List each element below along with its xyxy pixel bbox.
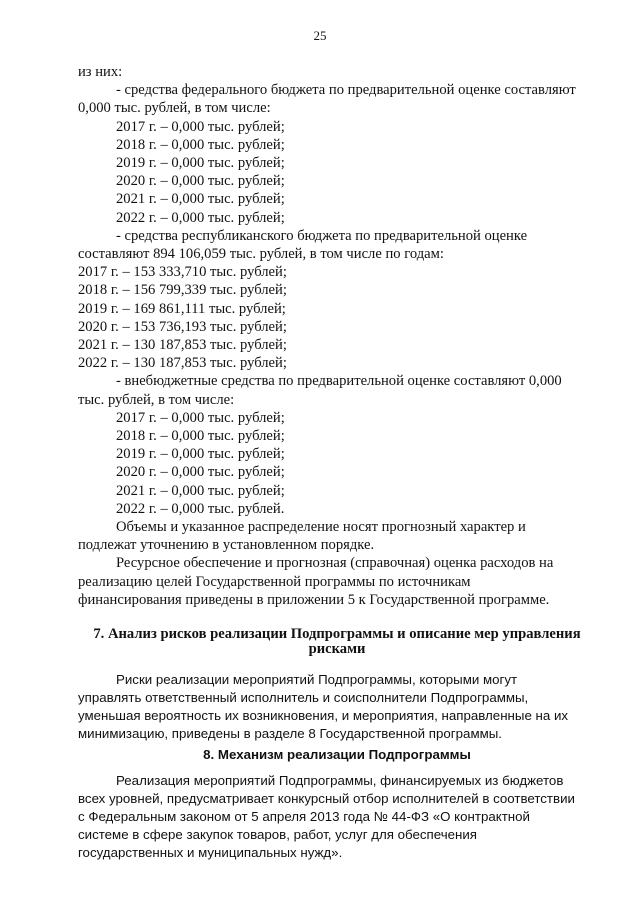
federal-year-item: 2022 г. – 0,000 тыс. рублей; <box>116 209 285 226</box>
extrabudget-line-2: тыс. рублей, в том числе: <box>78 391 235 408</box>
volumes-line-2: подлежат уточнению в установленном порядке. <box>78 537 375 554</box>
federal-years-list <box>78 118 596 227</box>
resource-line-2: реализацию целей Государственной программы по источникам <box>78 573 471 590</box>
republic-year-item: 2017 г. – 153 333,710 тыс. рублей; <box>78 264 287 281</box>
extrabudget-year-item: 2021 г. – 0,000 тыс. рублей; <box>116 482 285 499</box>
section-8-line-2: всех уровней, предусматривает конкурсный отбор исполнителей в соответствии <box>78 791 575 807</box>
federal-year-item: 2020 г. – 0,000 тыс. рублей; <box>116 173 285 190</box>
section-7-line-3: уменьшая вероятность их возникновения, и мероприятия, направленные на их <box>78 708 569 724</box>
section-8-line-4: системе в сфере закупок товаров, работ, услуг для обеспечения <box>78 827 477 843</box>
republic-year-item: 2022 г. – 130 187,853 тыс. рублей; <box>78 355 287 372</box>
resource-line-1: Ресурсное обеспечение и прогнозная (справочная) оценка расходов на <box>116 555 554 572</box>
extrabudget-year-item: 2019 г. – 0,000 тыс. рублей; <box>116 446 285 463</box>
page-number: 25 <box>313 28 327 43</box>
volumes-line-1: Объемы и указанное распределение носят прогнозный характер и <box>116 519 526 536</box>
federal-year-item: 2017 г. – 0,000 тыс. рублей; <box>116 118 285 135</box>
extrabudget-year-item: 2017 г. – 0,000 тыс. рублей; <box>116 409 285 426</box>
section-8-line-3: с Федеральным законом от 5 апреля 2013 года № 44-ФЗ «О контрактной <box>78 809 530 825</box>
resource-line-3: финансирования приведены в приложении 5 к Государственной программе. <box>78 591 550 608</box>
section-7-heading <box>78 627 596 657</box>
extrabudget-year-item: 2022 г. – 0,000 тыс. рублей. <box>116 500 285 517</box>
federal-year-item: 2018 г. – 0,000 тыс. рублей; <box>116 136 285 153</box>
section-7-line-2: управлять ответственный исполнитель и соисполнители Подпрограммы, <box>78 690 529 706</box>
section-8-line-5: государственных и муниципальных нужд». <box>78 845 343 861</box>
extrabudget-line-1: - внебюджетные средства по предварительной оценке составляют 0,000 <box>116 373 562 390</box>
section-8-line-1: Реализация мероприятий Подпрограммы, финансируемых из бюджетов <box>116 773 564 789</box>
republic-line-2: составляют 894 106,059 тыс. рублей, в том числе по годам: <box>78 246 444 263</box>
section-7-heading-line-2: рисками <box>308 641 366 658</box>
republic-line-1: - средства республиканского бюджета по предварительной оценке <box>116 227 528 244</box>
republic-year-item: 2020 г. – 153 736,193 тыс. рублей; <box>78 318 287 335</box>
federal-year-item: 2019 г. – 0,000 тыс. рублей; <box>116 155 285 172</box>
federal-year-item: 2021 г. – 0,000 тыс. рублей; <box>116 191 285 208</box>
section-7-heading-line-1: 7. Анализ рисков реализации Подпрограммы и описание мер управления <box>93 626 581 643</box>
intro-line: из них: <box>78 64 123 80</box>
page-content <box>78 63 596 862</box>
federal-line-2: 0,000 тыс. рублей, в том числе: <box>78 100 271 117</box>
extrabudget-year-item: 2018 г. – 0,000 тыс. рублей; <box>116 428 285 445</box>
extrabudget-year-item: 2020 г. – 0,000 тыс. рублей; <box>116 464 285 481</box>
republic-year-item: 2019 г. – 169 861,111 тыс. рублей; <box>78 300 286 317</box>
section-7-line-1: Риски реализации мероприятий Подпрограммы, которыми могут <box>116 672 518 688</box>
republic-year-item: 2021 г. – 130 187,853 тыс. рублей; <box>78 337 287 354</box>
federal-line-1: - средства федерального бюджета по предварительной оценке составляют <box>116 82 576 99</box>
republic-years-list <box>78 263 596 372</box>
republic-year-item: 2018 г. – 156 799,339 тыс. рублей; <box>78 282 287 299</box>
section-7-paragraph <box>78 671 596 743</box>
section-7-line-4: минимизацию, приведены в разделе 8 Государственной программы. <box>78 726 502 742</box>
extrabudget-years-list <box>78 409 596 518</box>
section-8-paragraph <box>78 772 596 862</box>
section-8-heading: 8. Механизм реализации Подпрограммы <box>203 747 471 763</box>
